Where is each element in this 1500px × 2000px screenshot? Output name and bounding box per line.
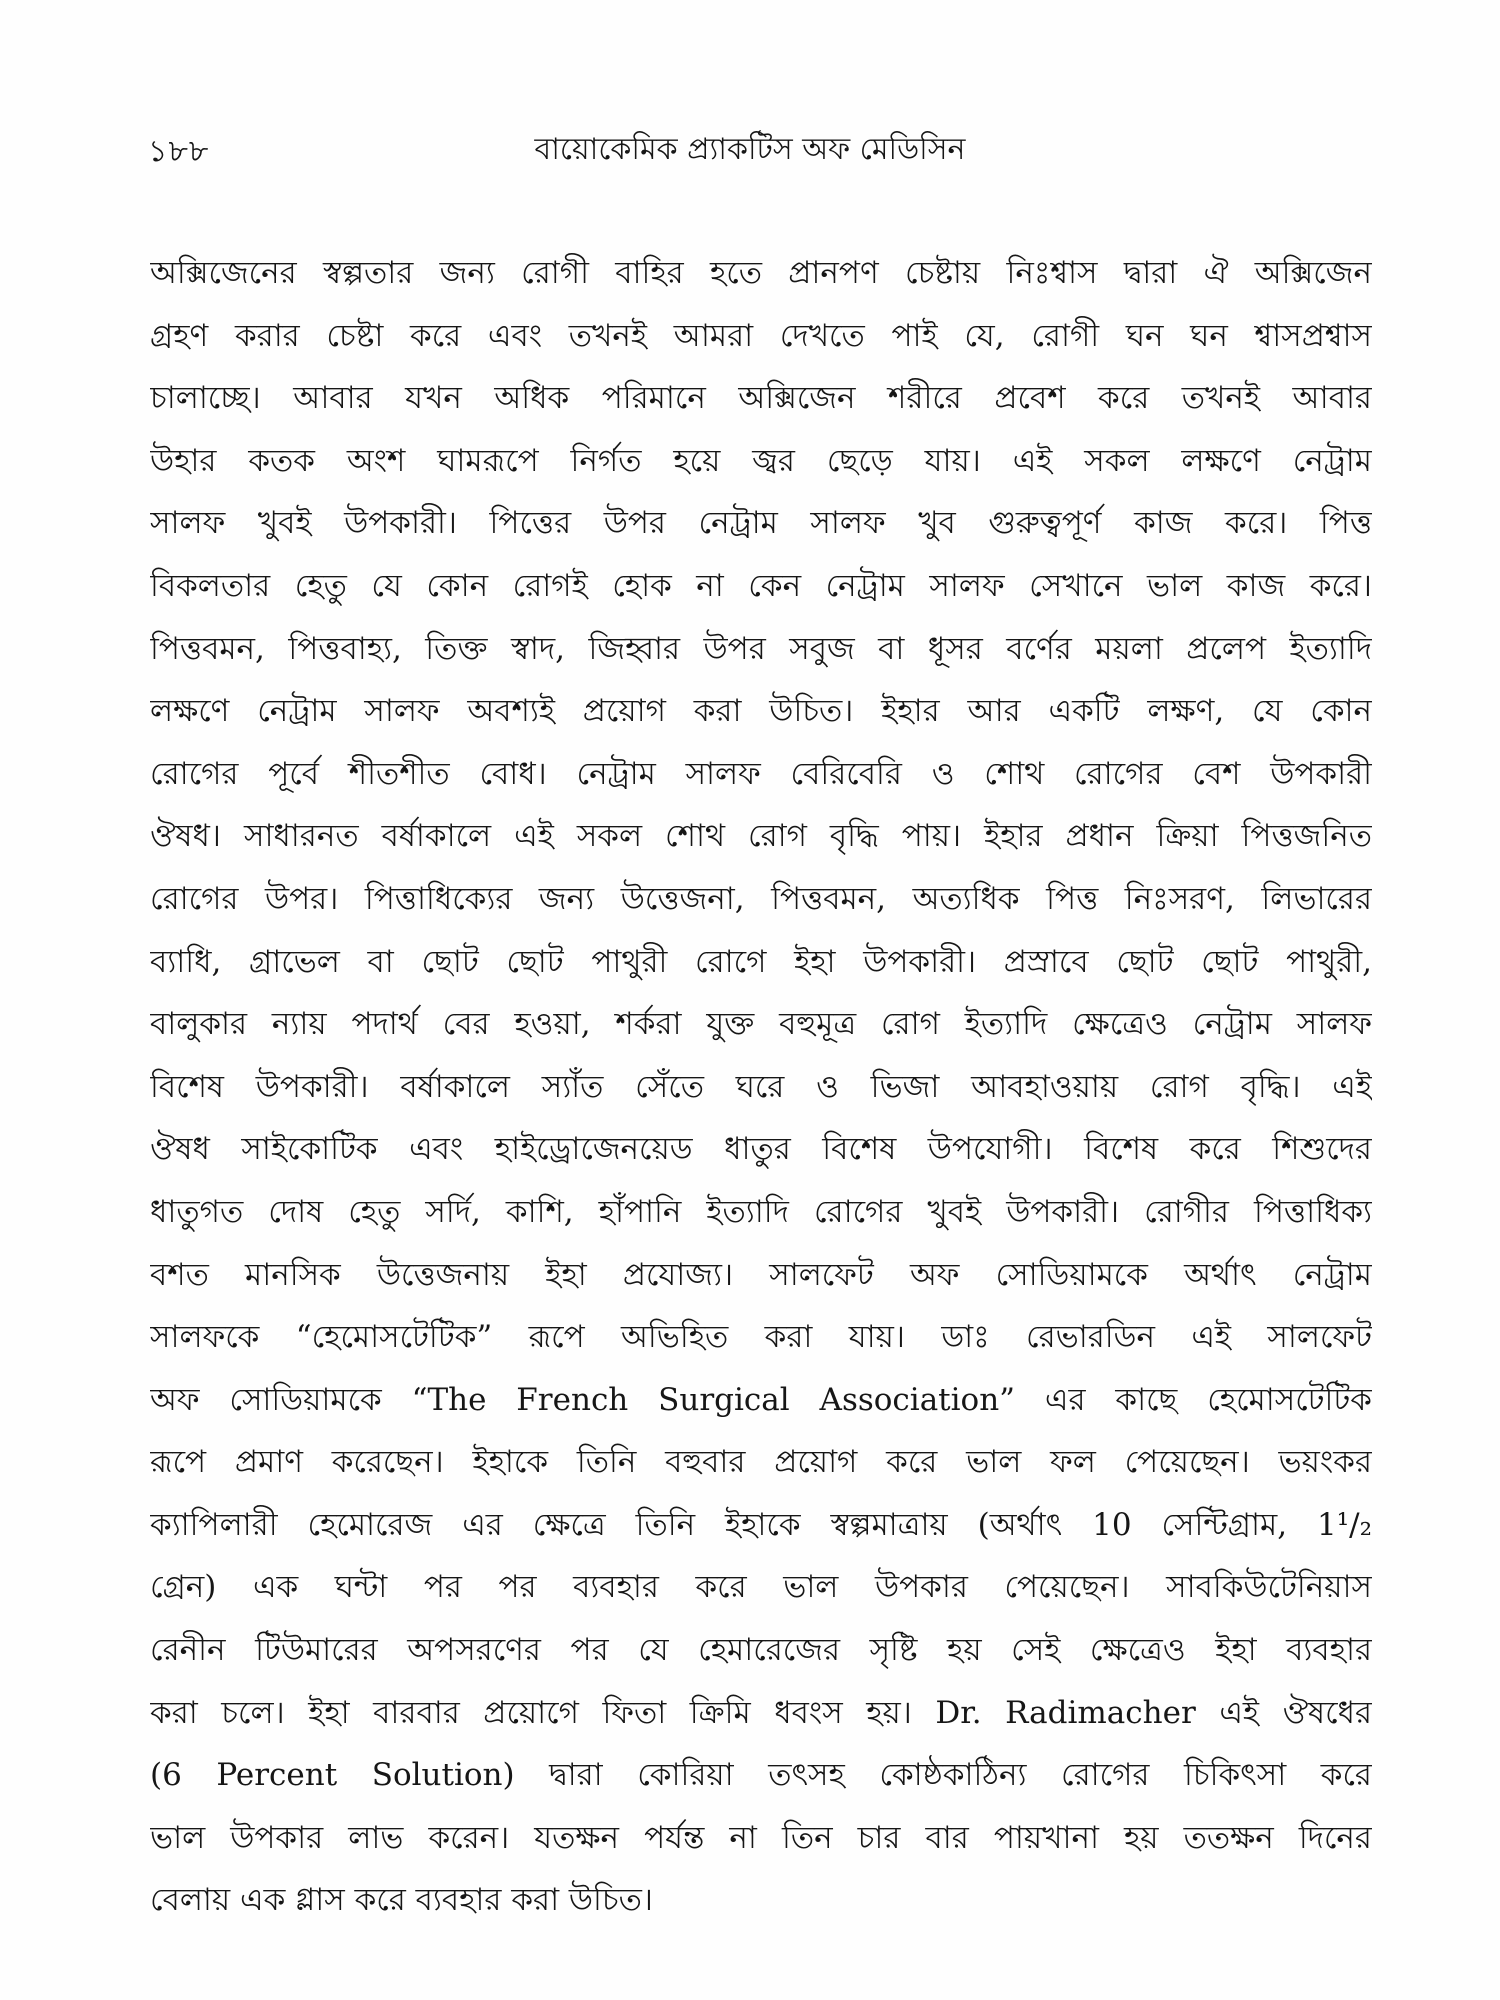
text-line: গ্রহণ করার চেষ্টা করে এবং তখনই আমরা দেখতে পাই যে, রোগী ঘন ঘন শ্বাসপ্রশ্বাস: [150, 317, 1372, 354]
text-line: ধাতুগত দোষ হেতু সর্দি, কাশি, হাঁপানি ইত্যাদি রোগের খুবই উপকারী। রোগীর পিত্তাধিক্য: [150, 1193, 1372, 1230]
text-line: গ্রেন) এক ঘন্টা পর পর ব্যবহার করে ভাল উপকার পেয়েছেন। সাবকিউটেনিয়াস: [150, 1569, 1372, 1606]
text-line: রূপে প্রমাণ করেছেন। ইহাকে তিনি বহুবার প্রয়োগ করে ভাল ফল পেয়েছেন। ভয়ংকর: [150, 1444, 1372, 1481]
text-line: বালুকার ন্যায় পদার্থ বের হওয়া, শর্করা যুক্ত বহুমূত্র রোগ ইত্যাদি ক্ষেত্রেও নেট্রাম সালফ: [150, 1006, 1372, 1043]
text-line: পিত্তবমন, পিত্তবাহ্য, তিক্ত স্বাদ, জিহ্বার উপর সবুজ বা ধূসর বর্ণের ময়লা প্রলেপ ইত্যাদি: [150, 630, 1372, 667]
text-line: বিশেষ উপকারী। বর্ষাকালে স্যাঁত সেঁতে ঘরে ও ভিজা আবহাওয়ায় রোগ বৃদ্ধি। এই: [150, 1068, 1372, 1105]
text-line: বশত মানসিক উত্তেজনায় ইহা প্রযোজ্য। সালফেট অফ সোডিয়ামকে অর্থাৎ নেট্রাম: [150, 1256, 1372, 1293]
text-line: ক্যাপিলারী হেমোরেজ এর ক্ষেত্রে তিনি ইহাকে স্বল্পমাত্রায় (অর্থাৎ 10 সেন্টিগ্রাম, 1¹/₂: [150, 1506, 1372, 1543]
text-line: ঔষধ সাইকোটিক এবং হাইড্রোজেনয়েড ধাতুর বিশেষ উপযোগী। বিশেষ করে শিশুদের: [150, 1131, 1372, 1168]
text-line: বিকলতার হেতু যে কোন রোগই হোক না কেন নেট্রাম সালফ সেখানে ভাল কাজ করে।: [150, 567, 1372, 604]
text-line: চালাচ্ছে। আবার যখন অধিক পরিমানে অক্সিজেন শরীরে প্রবেশ করে তখনই আবার: [150, 380, 1372, 417]
text-line: রোগের পূর্বে শীতশীত বোধ। নেট্রাম সালফ বেরিবেরি ও শোথ রোগের বেশ উপকারী: [150, 755, 1372, 792]
text-line: ভাল উপকার লাভ করেন। যতক্ষন পর্যন্ত না তিন চার বার পায়খানা হয় ততক্ষন দিনের: [150, 1819, 1372, 1856]
body-paragraph: [150, 242, 1372, 1932]
text-line: অফ সোডিয়ামকে “The French Surgical Association” এর কাছে হেমোসটেটিক: [150, 1381, 1372, 1418]
running-title: বায়োকেমিক প্র্যাকটিস অফ মেডিসিন: [534, 132, 966, 167]
text-line: ঔষধ। সাধারনত বর্ষাকালে এই সকল শোথ রোগ বৃদ্ধি পায়। ইহার প্রধান ক্রিয়া পিত্তজনিত: [150, 818, 1372, 855]
text-line: রোগের উপর। পিত্তাধিক্যের জন্য উত্তেজনা, পিত্তবমন, অত্যধিক পিত্ত নিঃসরণ, লিভারের: [150, 880, 1372, 917]
text-line: অক্সিজেনের স্বল্পতার জন্য রোগী বাহির হতে প্রানপণ চেষ্টায় নিঃশ্বাস দ্বারা ঐ অক্সিজেন: [150, 255, 1372, 291]
text-line: রেনীন টিউমারের অপসরণের পর যে হেমারেজের সৃষ্টি হয় সেই ক্ষেত্রেও ইহা ব্যবহার: [150, 1632, 1372, 1669]
text-line: করা চলে। ইহা বারবার প্রয়োগে ফিতা ক্রিমি ধবংস হয়। Dr. Radimacher এই ঔষধের: [150, 1694, 1372, 1731]
text-line: বেলায় এক গ্লাস করে ব্যবহার করা উচিত।: [150, 1882, 653, 1919]
text-line: ব্যাধি, গ্রাভেল বা ছোট ছোট পাথুরী রোগে ইহা উপকারী। প্রস্রাবে ছোট ছোট পাথুরী,: [150, 943, 1372, 980]
text-line: (6 Percent Solution) দ্বারা কোরিয়া তৎসহ কোষ্ঠকাঠিন্য রোগের চিকিৎসা করে: [150, 1757, 1372, 1794]
text-line: সালফ খুবই উপকারী। পিত্তের উপর নেট্রাম সালফ খুব গুরুত্বপূর্ণ কাজ করে। পিত্ত: [150, 505, 1372, 542]
text-line: লক্ষণে নেট্রাম সালফ অবশ্যই প্রয়োগ করা উচিত। ইহার আর একটি লক্ষণ, যে কোন: [150, 693, 1372, 730]
text-line: সালফকে “হেমোসটেটিক” রূপে অভিহিত করা যায়। ডাঃ রেভারডিন এই সালফেট: [150, 1319, 1372, 1356]
text-line: উহার কতক অংশ ঘামরূপে নির্গত হয়ে জ্বর ছেড়ে যায়। এই সকল লক্ষণে নেট্রাম: [150, 442, 1372, 479]
page-number: ১৮৮: [148, 134, 210, 169]
